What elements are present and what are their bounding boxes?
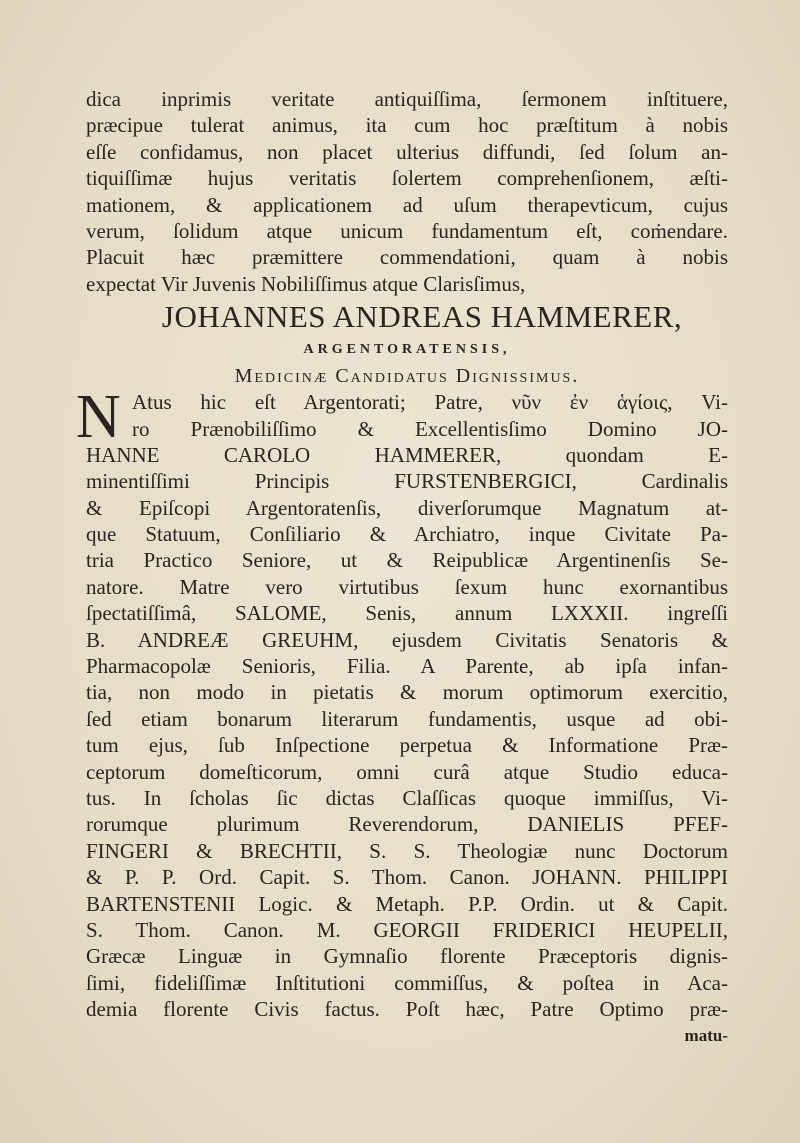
text-line: tria Practico Seniore, ut & Reipublicæ Argentinenſis Se- bbox=[86, 548, 728, 573]
text-line: ro Prænobiliſſimo & Excellentisſimo Domino JO- bbox=[132, 416, 728, 441]
biography-paragraph bbox=[76, 383, 728, 1022]
text-line: tum ejus, ſub Inſpectione perpetua & Informatione Præ- bbox=[86, 733, 728, 758]
catchword: matu- bbox=[684, 1025, 728, 1045]
text-line: natore. Matre vero virtutibus ſexum hunc exornantibus bbox=[86, 574, 728, 599]
candidate-title: Medicinæ Candidatus Dignissimus. bbox=[234, 365, 580, 388]
text-line: HANNE CAROLO HAMMERER, quondam E- bbox=[86, 442, 728, 467]
text-line: Atus hic eſt Argentorati; Patre, νῦν ἐν ἁγίοις, Vi- bbox=[132, 390, 728, 415]
intro-paragraph bbox=[86, 86, 728, 297]
text-line: FINGERI & BRECHTII, S. S. Theologiæ nunc Doctorum bbox=[86, 838, 728, 863]
text-line: Græcæ Linguæ in Gymnaſio florente Præceptoris dignis- bbox=[86, 944, 728, 969]
drop-capital: N bbox=[76, 383, 121, 452]
text-line: minentiſſimi Principis FURSTENBERGICI, Cardinalis bbox=[86, 469, 728, 494]
text-line: BARTENSTENII Logic. & Metaph. P.P. Ordin. ut & Capit. bbox=[86, 891, 728, 916]
text-line: & Epiſcopi Argentoratenſis, diverſorumque Magnatum at- bbox=[86, 495, 728, 520]
candidate-name: JOHANNES ANDREAS HAMMERER, bbox=[161, 299, 683, 335]
text-line: ſed etiam bonarum literarum fundamentis, usque ad obi- bbox=[86, 706, 728, 731]
text-line: rorumque plurimum Reverendorum, DANIELIS PFEF- bbox=[86, 812, 728, 837]
text-line: ſimi, fideliſſimæ Inſtitutioni commiſſus, & poſtea in Aca- bbox=[86, 970, 728, 995]
text-line: expectat Vir Juvenis Nobiliſſimus atque Clarisſimus, bbox=[86, 271, 526, 296]
text-line: mationem, & applicationem ad uſum therapevticum, cujus bbox=[86, 192, 728, 217]
text-line: Placuit hæc præmittere commendationi, quam à nobis bbox=[86, 245, 728, 270]
text-line: B. ANDREÆ GREUHM, ejusdem Civitatis Senatoris & bbox=[86, 627, 728, 652]
text-line: ſpectatiſſimâ, SALOME, Senis, annum LXXXII. ingreſſi bbox=[86, 601, 728, 626]
text-line: dica inprimis veritate antiquiſſima, ſermonem inſtituere, bbox=[86, 87, 728, 111]
text-line: tiquiſſimæ hujus veritatis ſolertem comprehenſionem, æſti- bbox=[86, 166, 728, 191]
text-line: tus. In ſcholas ſic dictas Claſſicas quoque immiſſus, Vi- bbox=[86, 785, 728, 810]
candidate-origin: ARGENTORATENSIS, bbox=[303, 342, 511, 358]
text-line: tia, non modo in pietatis & morum optimorum exercitio, bbox=[86, 680, 728, 705]
text-line: Pharmacopolæ Senioris, Filia. A Parente, ab ipſa infan- bbox=[86, 654, 728, 679]
text-line: & P. P. Ord. Capit. S. Thom. Canon. JOHANN. PHILIPPI bbox=[86, 865, 728, 890]
text-line: eſſe confidamus, non placet ulterius diffundi, ſed ſolum an- bbox=[86, 139, 728, 164]
text-line: S. Thom. Canon. M. GEORGII FRIDERICI HEUPELII, bbox=[86, 917, 728, 942]
text-line: verum, ſolidum atque unicum fundamentum eſt, coṁendare. bbox=[86, 218, 728, 243]
text-line: præcipue tulerat animus, ita cum hoc præſtitum à nobis bbox=[86, 113, 728, 138]
text-line: demia florente Civis factus. Poſt hæc, Patre Optimo præ- bbox=[86, 997, 728, 1022]
text-line: ceptorum domeſticorum, omni curâ atque Studio educa- bbox=[86, 759, 728, 784]
text-line: que Statuum, Conſiliario & Archiatro, inque Civitate Pa- bbox=[86, 522, 728, 547]
text-block bbox=[76, 86, 728, 1049]
